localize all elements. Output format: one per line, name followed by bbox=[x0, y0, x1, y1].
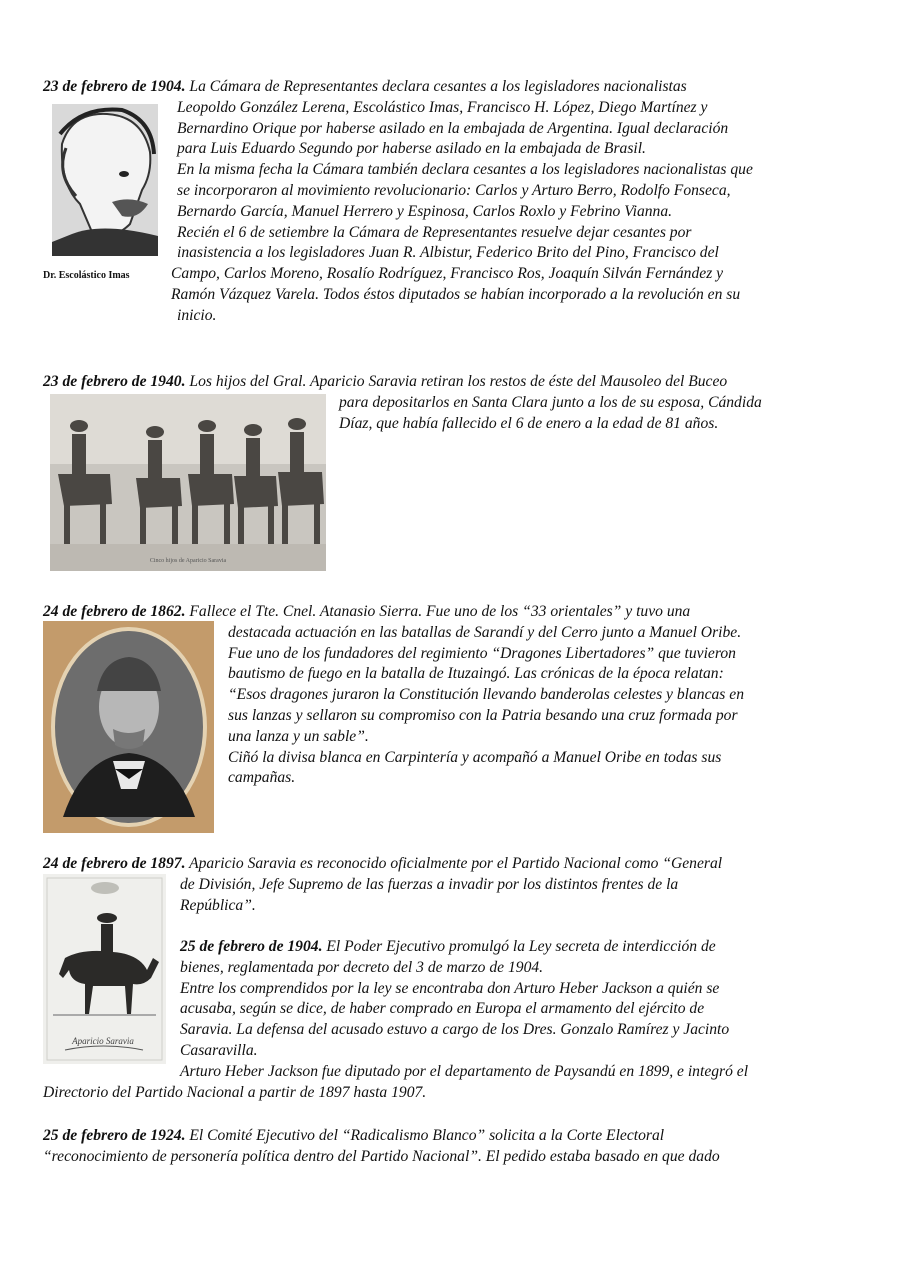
entry-1924-02-25 bbox=[43, 1126, 855, 1168]
entry-date: 25 de febrero de 1924. bbox=[43, 1127, 186, 1144]
entry-line: de División, Jefe Supremo de las fuerzas a invadir por los distintos frentes de la bbox=[180, 875, 679, 893]
entry-line: Leopoldo González Lerena, Escolástico Imas, Francisco H. López, Diego Martínez y bbox=[177, 98, 708, 116]
photo-signature: Aparicio Saravia bbox=[72, 1036, 134, 1046]
entry-first-line: 24 de febrero de 1897. Aparicio Saravia es reconocido oficialmente por el Partido Nacional como “General bbox=[43, 855, 723, 872]
entry-first-line: 25 de febrero de 1924. El Comité Ejecutivo del “Radicalismo Blanco” solicita a la Corte Electoral bbox=[43, 1127, 665, 1144]
entry-1904-02-23 bbox=[43, 77, 855, 327]
entry-line: una lanza y un sable”. bbox=[228, 727, 369, 745]
entry-date: 23 de febrero de 1940. bbox=[43, 373, 186, 390]
entry-line: para depositarlos en Santa Clara junto a los de su esposa, Cándida bbox=[339, 393, 762, 411]
photo-caption: Cinco hijos de Aparicio Saravia bbox=[149, 558, 227, 564]
entry-line: Casaravilla. bbox=[180, 1041, 258, 1059]
entry-first-line: 23 de febrero de 1904. La Cámara de Representantes declara cesantes a los legisladores nacionalistas bbox=[43, 78, 687, 95]
entry-line: inicio. bbox=[177, 306, 217, 324]
entry-line: Bernardo García, Manuel Herrero y Espinosa, Carlos Roxlo y Febrino Vianna. bbox=[177, 202, 673, 220]
entry-1897-02-24 bbox=[43, 854, 855, 916]
entry-date: 24 de febrero de 1897. bbox=[43, 855, 186, 872]
entry-line: Arturo Heber Jackson fue diputado por el departamento de Paysandú en 1899, e integró el bbox=[180, 1062, 749, 1080]
entry-date: 24 de febrero de 1862. bbox=[43, 603, 186, 620]
entry-line: Fue uno de los fundadores del regimiento “Dragones Libertadores” que tuvieron bbox=[228, 644, 736, 662]
entry-1904-02-25 bbox=[43, 937, 855, 1103]
entry-line: Recién el 6 de setiembre la Cámara de Representantes resuelve dejar cesantes por bbox=[177, 223, 692, 241]
entry-line: Directorio del Partido Nacional a partir de 1897 hasta 1907. bbox=[43, 1083, 427, 1101]
entry-line: se incorporaron al movimiento revolucionario: Carlos y Arturo Berro, Rodolfo Fonseca, bbox=[177, 181, 731, 199]
entry-line: inasistencia a los legisladores Juan R. Albistur, Federico Brito del Pino, Francisco del bbox=[177, 244, 719, 262]
entry-line: campañas. bbox=[228, 769, 296, 787]
entry-line: “reconocimiento de personería política dentro del Partido Nacional”. El pedido estaba basado en que dado bbox=[43, 1147, 720, 1165]
entry-line: En la misma fecha la Cámara también declara cesantes a los legisladores nacionalistas que bbox=[177, 161, 753, 179]
entry-line: Díaz, que había fallecido el 6 de enero a la edad de 81 años. bbox=[339, 414, 719, 432]
entry-line: Bernardino Orique por haberse asilado en la embajada de Argentina. Igual declaración bbox=[177, 119, 729, 137]
entry-1862-02-24 bbox=[43, 602, 855, 789]
entry-line: bautismo de fuego en la batalla de Ituzaingó. Las crónicas de la época relatan: bbox=[228, 665, 724, 683]
entry-line: bienes, reglamentada por decreto del 3 de marzo de 1904. bbox=[180, 958, 544, 976]
entry-line: Ramón Vázquez Varela. Todos éstos diputados se habían incorporado a la revolución en su bbox=[171, 285, 741, 303]
entry-line: destacada actuación en las batallas de Sarandí y del Cerro junto a Manuel Oribe. bbox=[228, 623, 742, 641]
entry-line: República”. bbox=[180, 896, 256, 914]
entry-line: Ciñó la divisa blanca en Carpintería y acompañó a Manuel Oribe en todas sus bbox=[228, 748, 722, 766]
entry-first-line: 24 de febrero de 1862. Fallece el Tte. Cnel. Atanasio Sierra. Fue uno de los “33 orientales” y tuvo una bbox=[43, 603, 691, 620]
entry-line: “Esos dragones juraron la Constitución llevando banderolas celestes y blancas en bbox=[228, 686, 744, 704]
entry-first-line: 25 de febrero de 1904. El Poder Ejecutivo promulgó la Ley secreta de interdicción de bbox=[180, 938, 716, 955]
entry-line: sus lanzas y sellaron su compromiso con la Patria besando una cruz formada por bbox=[228, 706, 738, 724]
entry-line: acusaba, según se dice, de haber comprado en Europa el armamento del ejército de bbox=[180, 1000, 705, 1018]
photo-caption: Dr. Escolástico Imas bbox=[43, 270, 130, 281]
entry-1940-02-23 bbox=[43, 372, 855, 434]
entry-line: Campo, Carlos Moreno, Rosalío Rodríguez, Francisco Ros, Joaquín Silván Fernández y bbox=[171, 265, 724, 283]
entry-first-line: 23 de febrero de 1940. Los hijos del Gral. Aparicio Saravia retiran los restos de éste del Mausoleo del Buceo bbox=[43, 373, 728, 390]
entry-line: para Luis Eduardo Segundo por haberse asilado en la embajada de Brasil. bbox=[177, 140, 646, 158]
entry-date: 23 de febrero de 1904. bbox=[43, 78, 186, 95]
entry-date: 25 de febrero de 1904. bbox=[180, 938, 323, 955]
entry-line: Entre los comprendidos por la ley se encontraba don Arturo Heber Jackson a quién se bbox=[180, 979, 720, 997]
entry-line: Saravia. La defensa del acusado estuvo a cargo de los Dres. Gonzalo Ramírez y Jacinto bbox=[180, 1021, 730, 1039]
